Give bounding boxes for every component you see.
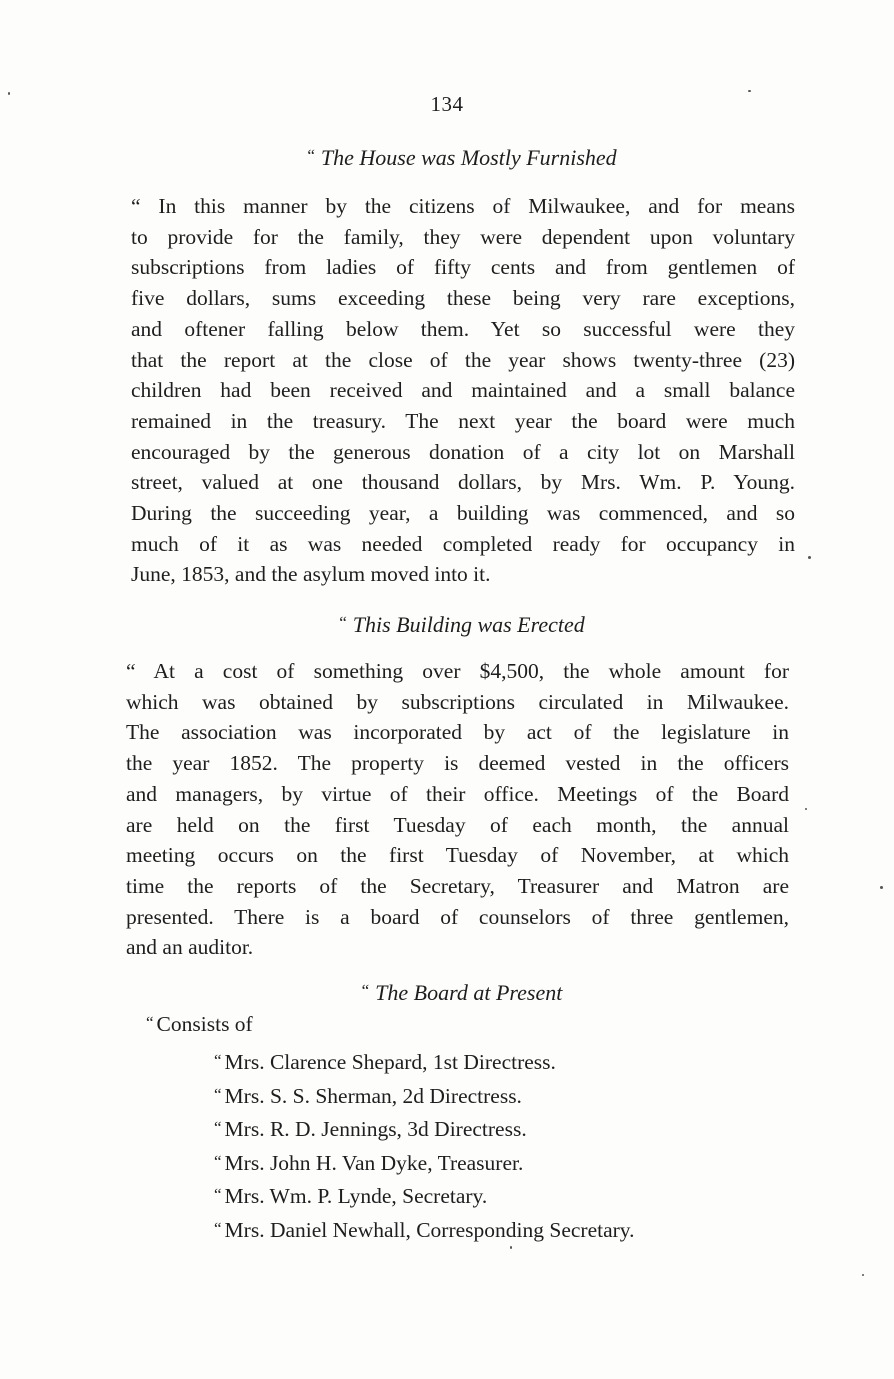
scan-speck <box>510 1246 512 1249</box>
text-line: and managers, by virtue of their office. Meetings of the Board <box>126 781 789 806</box>
open-quote: “ <box>214 1118 222 1137</box>
member-text: Mrs. John H. Van Dyke, Treasurer. <box>224 1150 524 1175</box>
open-quote: “ <box>361 981 370 1000</box>
open-quote: “ <box>339 613 347 632</box>
open-quote: “ <box>214 1151 222 1171</box>
heading-text: This Building was Erected <box>352 612 585 637</box>
paragraph <box>131 191 795 590</box>
list-item <box>214 1213 635 1247</box>
text-line: which was obtained by subscriptions circulated in Milwaukee. <box>126 689 789 714</box>
open-quote: “ <box>214 1084 222 1104</box>
intro-text: Consists of <box>156 1012 253 1036</box>
text-line: the year 1852. The property is deemed vested in the officers <box>126 751 789 776</box>
board-member-list <box>214 1045 635 1246</box>
text-line: subscriptions from ladies of fifty cents and from gentlemen of <box>131 255 795 280</box>
list-item <box>214 1045 635 1079</box>
open-quote: “ <box>214 1051 222 1070</box>
text-line: “ In this manner by the citizens of Milwaukee, and for means <box>131 194 795 218</box>
paragraph <box>126 656 789 963</box>
text-line: five dollars, sums exceeding these being very rare exceptions, <box>131 286 795 311</box>
text-line: and oftener falling below them. Yet so successful were they <box>131 316 795 341</box>
text-line: children had been received and maintained and a small balance <box>131 378 795 403</box>
scan-speck <box>8 92 10 95</box>
scan-speck <box>880 886 883 889</box>
heading-text: The Board at Present <box>375 980 563 1005</box>
member-text: Mrs. S. S. Sherman, 2d Directress. <box>224 1083 522 1108</box>
text-line: and an auditor. <box>126 935 254 960</box>
scan-speck <box>748 90 751 92</box>
open-quote: “ <box>214 1218 222 1238</box>
text-line: that the report at the close of the year shows twenty-three (23) <box>131 347 795 372</box>
open-quote: “ <box>214 1185 222 1204</box>
text-line: street, valued at one thousand dollars, by Mrs. Wm. P. Young. <box>131 470 795 495</box>
text-line: “ At a cost of something over $4,500, the whole amount for <box>126 659 789 683</box>
list-item <box>214 1112 635 1146</box>
list-item <box>214 1146 635 1180</box>
open-quote: “ <box>146 1013 154 1032</box>
text-line: to provide for the family, they were dependent upon voluntary <box>131 224 795 249</box>
member-text: Mrs. R. D. Jennings, 3d Directress. <box>224 1117 527 1141</box>
text-line: meeting occurs on the first Tuesday of November, at which <box>126 843 789 868</box>
scan-speck <box>862 1274 864 1276</box>
text-line: The association was incorporated by act of the legislature in <box>126 720 789 745</box>
member-text: Mrs. Wm. P. Lynde, Secretary. <box>224 1184 488 1208</box>
text-line: are held on the first Tuesday of each month, the annual <box>126 812 789 837</box>
list-item <box>214 1079 635 1113</box>
section-heading <box>0 612 894 638</box>
section-heading <box>0 145 894 171</box>
text-line: presented. There is a board of counselors of three gentlemen, <box>126 904 789 929</box>
text-line: time the reports of the Secretary, Treasurer and Matron are <box>126 873 789 898</box>
text-line: June, 1853, and the asylum moved into it. <box>131 562 491 587</box>
section-heading <box>0 980 894 1006</box>
member-text: Mrs. Daniel Newhall, Corresponding Secretary. <box>224 1217 635 1242</box>
heading-text: The House was Mostly Furnished <box>320 145 617 170</box>
text-line: remained in the treasury. The next year the board were much <box>131 408 795 433</box>
board-intro <box>146 1012 253 1037</box>
list-item <box>214 1179 635 1213</box>
scan-speck <box>805 808 807 810</box>
text-line: much of it as was needed completed ready for occupancy in <box>131 531 795 556</box>
scan-speck <box>808 556 811 559</box>
open-quote: “ <box>307 146 315 165</box>
text-line: During the succeeding year, a building was commenced, and so <box>131 501 795 526</box>
text-line: encouraged by the generous donation of a city lot on Marshall <box>131 439 795 464</box>
page-number: 134 <box>430 92 464 116</box>
member-text: Mrs. Clarence Shepard, 1st Directress. <box>224 1050 556 1074</box>
